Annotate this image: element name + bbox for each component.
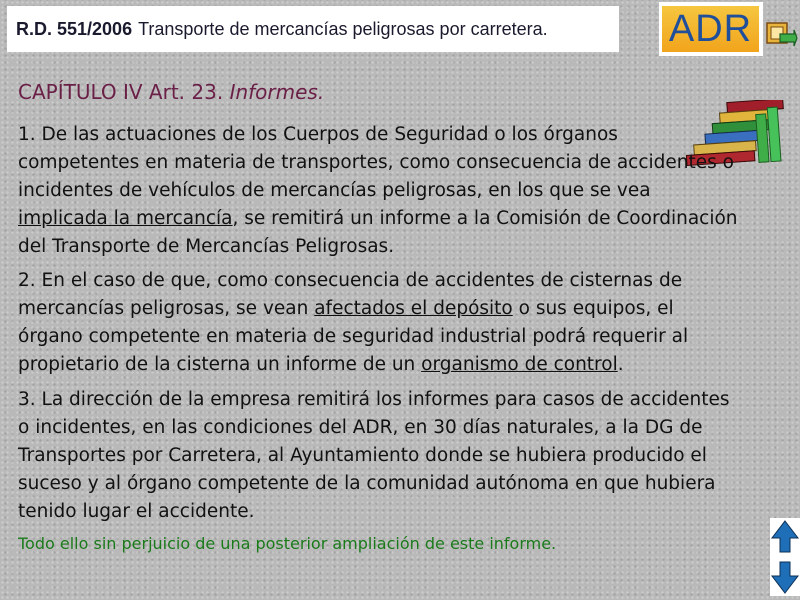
paragraph-3-text: 3. La dirección de la empresa remitirá los informes para casos de accidentes o incidentes, en las condiciones del ADR, en 30 días naturales, a la DG de Transportes por Carretera, al Ayuntamiento donde se hubiera producido el suceso y al órgano competente de la comunidad autónoma en que hubiera tenido lugar el accidente.: [18, 389, 730, 522]
paragraph-2: [18, 267, 743, 379]
decree-code: R.D. 551/2006: [16, 18, 133, 39]
chapter-subtitle: Informes.: [229, 80, 325, 104]
return-arrow-icon[interactable]: [766, 22, 798, 54]
adr-logo-text: ADR: [668, 8, 753, 50]
paragraph-2-text-c: .: [617, 354, 624, 375]
paragraph-1-text-b: , se remitirá un informe a la Comisión de Coordinación del Transporte de Mercancías Peligrosas.: [18, 208, 738, 257]
chapter-prefix: CAPÍTULO IV Art. 23.: [18, 80, 224, 104]
chapter-heading: [18, 80, 324, 104]
link-afectados-deposito[interactable]: afectados el depósito: [314, 298, 513, 319]
link-organismo-control[interactable]: organismo de control: [421, 354, 618, 375]
adr-logo-badge: [662, 6, 759, 52]
footer-note: Todo ello sin perjuicio de una posterior ampliación de este informe.: [18, 534, 557, 553]
up-down-arrows-icon[interactable]: [770, 518, 800, 596]
paragraph-1-text-a: 1. De las actuaciones de los Cuerpos de Seguridad o los órganos competentes en materia de transportes, como consecuencia de accidentes o incidentes de vehículos de mercancías peligrosas, en los que se vea: [18, 124, 734, 201]
paragraph-2-text-a: 2. En el caso de que, como consecuencia de accidentes de cisternas de mercancías peligrosas, se vean: [18, 270, 683, 319]
decree-title: Transporte de mercancías peligrosas por carretera.: [138, 18, 548, 39]
adr-logo: [659, 2, 763, 56]
link-implicada-mercancia[interactable]: implicada la mercancía: [18, 208, 233, 229]
paragraph-3: [18, 386, 743, 526]
paragraph-2-text-b: o sus equipos, el órgano competente en materia de seguridad industrial podrá requerir al propietario de la cisterna un informe de un: [18, 298, 689, 375]
header-title-box: [7, 6, 619, 52]
paragraph-1: [18, 121, 743, 261]
